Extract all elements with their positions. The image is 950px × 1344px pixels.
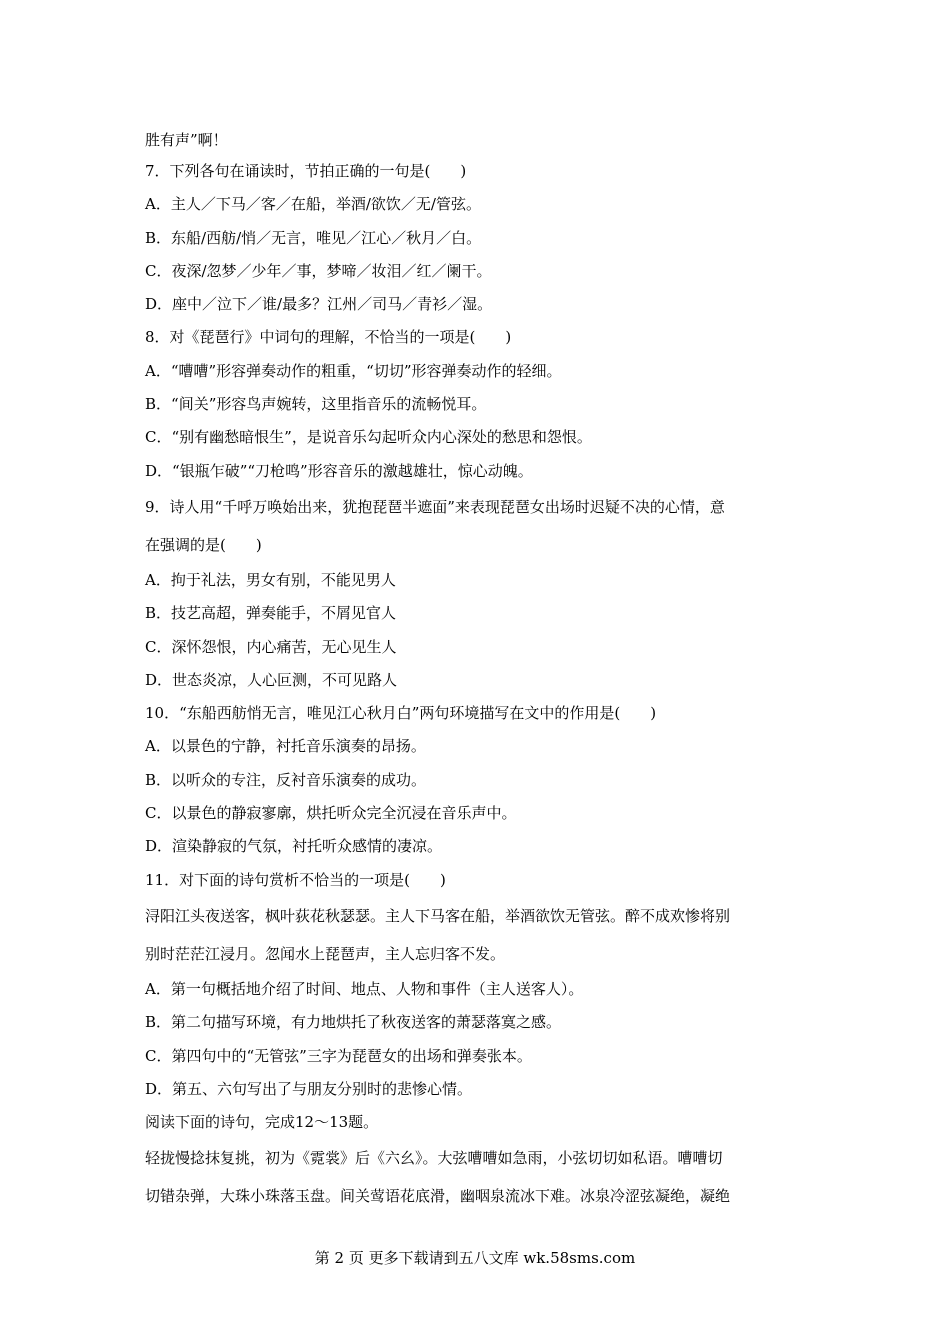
- option-b: B．“间关”形容鸟声婉转，这里指音乐的流畅悦耳。: [145, 395, 487, 414]
- option-c: C．第四句中的“无管弦”三字为琵琶女的出场和弹奏张本。: [145, 1046, 532, 1065]
- question-10-stem: 10．“东船西舫悄无言，唯见江心秋月白”两句环境描写在文中的作用是( ): [145, 704, 657, 723]
- question-8-stem: 8．对《琵琶行》中词句的理解，不恰当的一项是( ): [145, 328, 512, 347]
- option-a: A．“嘈嘈”形容弹奏动作的粗重，“切切”形容弹奏动作的轻细。: [145, 361, 562, 380]
- option-b: B．以听众的专注，反衬音乐演奏的成功。: [145, 770, 427, 789]
- poem-passage-line: 轻拢慢捻抹复挑，初为《霓裳》后《六幺》。大弦嘈嘈如急雨，小弦切切如私语。嘈嘈切: [145, 1149, 723, 1168]
- option-d: D．座中／泣下／谁/最多？江州／司马／青衫／湿。: [145, 295, 493, 314]
- option-d: D．渲染静寂的气氛，衬托听众感情的凄凉。: [145, 837, 443, 856]
- option-c: C．以景色的静寂寥廓，烘托听众完全沉浸在音乐声中。: [145, 804, 517, 823]
- option-a: A．以景色的宁静，衬托音乐演奏的昂扬。: [145, 737, 426, 756]
- poem-passage-line: 浔阳江头夜送客，枫叶荻花秋瑟瑟。主人下马客在船，举酒欲饮无管弦。醉不成欢惨将别: [145, 906, 731, 925]
- option-b: B．东船/西舫/悄／无言，唯见／江心／秋月／白。: [145, 228, 482, 247]
- option-b: B．技艺高超，弹奏能手，不屑见官人: [145, 604, 397, 623]
- option-b: B．第二句描写环境，有力地烘托了秋夜送客的萧瑟落寞之感。: [145, 1013, 562, 1032]
- option-d: D．第五、六句写出了与朋友分别时的悲惨心情。: [145, 1079, 473, 1098]
- page-content: [145, 125, 815, 1215]
- text-line: 胜有声”啊！: [145, 131, 228, 149]
- option-a: A．主人／下马／客／在船，举酒/欲饮／无/管弦。: [145, 195, 481, 214]
- option-a: A．第一句概括地介绍了时间、地点、人物和事件（主人送客人）。: [145, 979, 584, 998]
- question-9-stem: 9．诗人用“千呼万唤始出来，犹抱琵琶半遮面”来表现琵琶女出场时迟疑不决的心情，意: [145, 497, 725, 516]
- question-11-stem: 11．对下面的诗句赏析不恰当的一项是( ): [145, 870, 446, 889]
- page-footer: 第 2 页 更多下载请到五八文库 wk.58sms.com: [314, 1249, 636, 1267]
- question-9-stem-cont: 在强调的是( ): [145, 535, 262, 554]
- question-7-stem: 7．下列各句在诵读时，节拍正确的一句是( ): [145, 162, 467, 180]
- option-a: A．拘于礼法，男女有别，不能见男人: [145, 570, 396, 589]
- reading-instruction: 阅读下面的诗句，完成12～13题。: [145, 1113, 379, 1132]
- poem-passage-line: 别时茫茫江浸月。忽闻水上琵琶声，主人忘归客不发。: [145, 944, 506, 963]
- option-c: C．“别有幽愁暗恨生”，是说音乐勾起听众内心深处的愁思和怨恨。: [145, 428, 592, 447]
- option-c: C．深怀怨恨，内心痛苦，无心见生人: [145, 637, 397, 656]
- option-d: D．“银瓶乍破”“刀枪鸣”形容音乐的激越雄壮，惊心动魄。: [145, 461, 533, 480]
- option-d: D．世态炎凉，人心叵测，不可见路人: [145, 670, 398, 689]
- poem-passage-line: 切错杂弹，大珠小珠落玉盘。间关莺语花底滑，幽咽泉流冰下难。冰泉冷涩弦凝绝，凝绝: [145, 1187, 731, 1206]
- option-c: C．夜深/忽梦／少年／事，梦啼／妆泪／红／阑干。: [145, 261, 492, 280]
